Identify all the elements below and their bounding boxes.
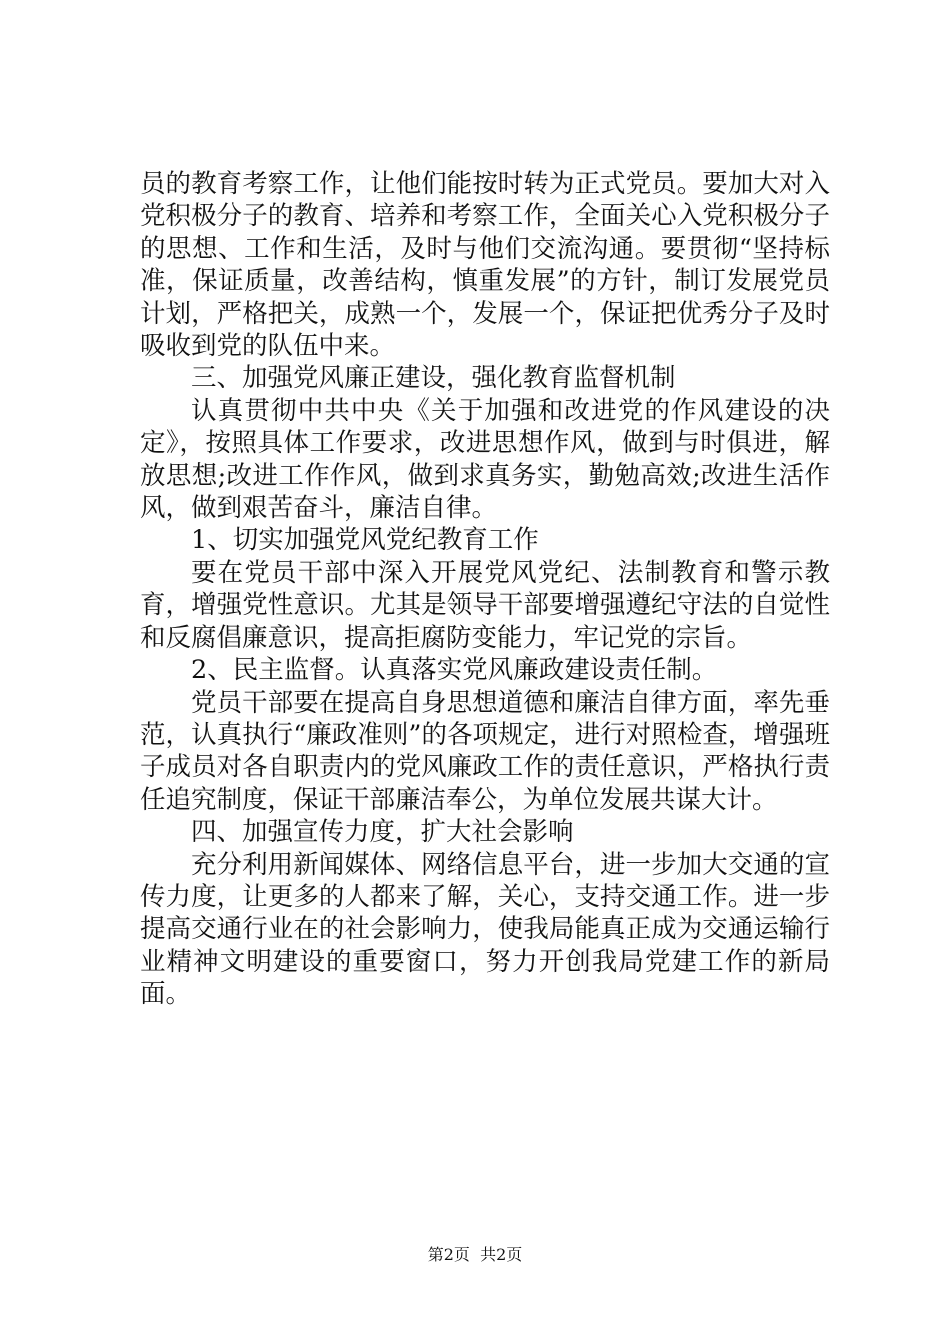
paragraph: 要在党员干部中深入开展党风党纪、法制教育和警示教育，增强党性意识。尤其是领导干部要增强遵纪守法的自觉性和反腐倡廉意识，提高拒腐防变能力，牢记党的宗旨。 [140,557,830,653]
section-heading-4: 四、加强宣传力度，扩大社会影响 [191,817,574,848]
paragraph: 党员干部要在提高自身思想道德和廉洁自律方面，率先垂范，认真执行“廉政准则”的各项规定，进行对照检查，增强班子成员对各自职责内的党风廉政工作的责任意识，严格执行责任追究制度，保证干部廉洁奉公，为单位发展共谋大计。 [140,687,830,815]
subheading-2: 2、民主监督。认真落实党风廉政建设责任制。 [191,655,718,686]
paragraph-continuation: 员的教育考察工作，让他们能按时转为正式党员。要加大对入党积极分子的教育、培养和考察工作，全面关心入党积极分子的思想、工作和生活，及时与他们交流沟通。要贯彻“坚持标准，保证质量，改善结构，慎重发展”的方针，制订发展党员计划，严格把关，成熟一个，发展一个，保证把优秀分子及时吸收到党的队伍中来。 [140,169,830,362]
paragraph: 认真贯彻中共中央《关于加强和改进党的作风建设的决定》，按照具体工作要求，改进思想作风，做到与时俱进，解放思想;改进工作作风，做到求真务实，勤勉高效;改进生活作风，做到艰苦奋斗，廉洁自律。 [140,395,830,524]
paragraph: 充分利用新闻媒体、网络信息平台，进一步加大交通的宣传力度，让更多的人都来了解，关心，支持交通工作。进一步提高交通行业在的社会影响力，使我局能真正成为交通运输行业精神文明建设的重要窗口，努力开创我局党建工作的新局面。 [140,849,830,1010]
page-number-footer: 第2页 共2页 [427,1245,523,1264]
section-heading-3: 三、加强党风廉正建设，强化教育监督机制 [191,363,676,394]
subheading-1: 1、切实加强党风党纪教育工作 [191,525,539,556]
document-body [140,168,830,1011]
